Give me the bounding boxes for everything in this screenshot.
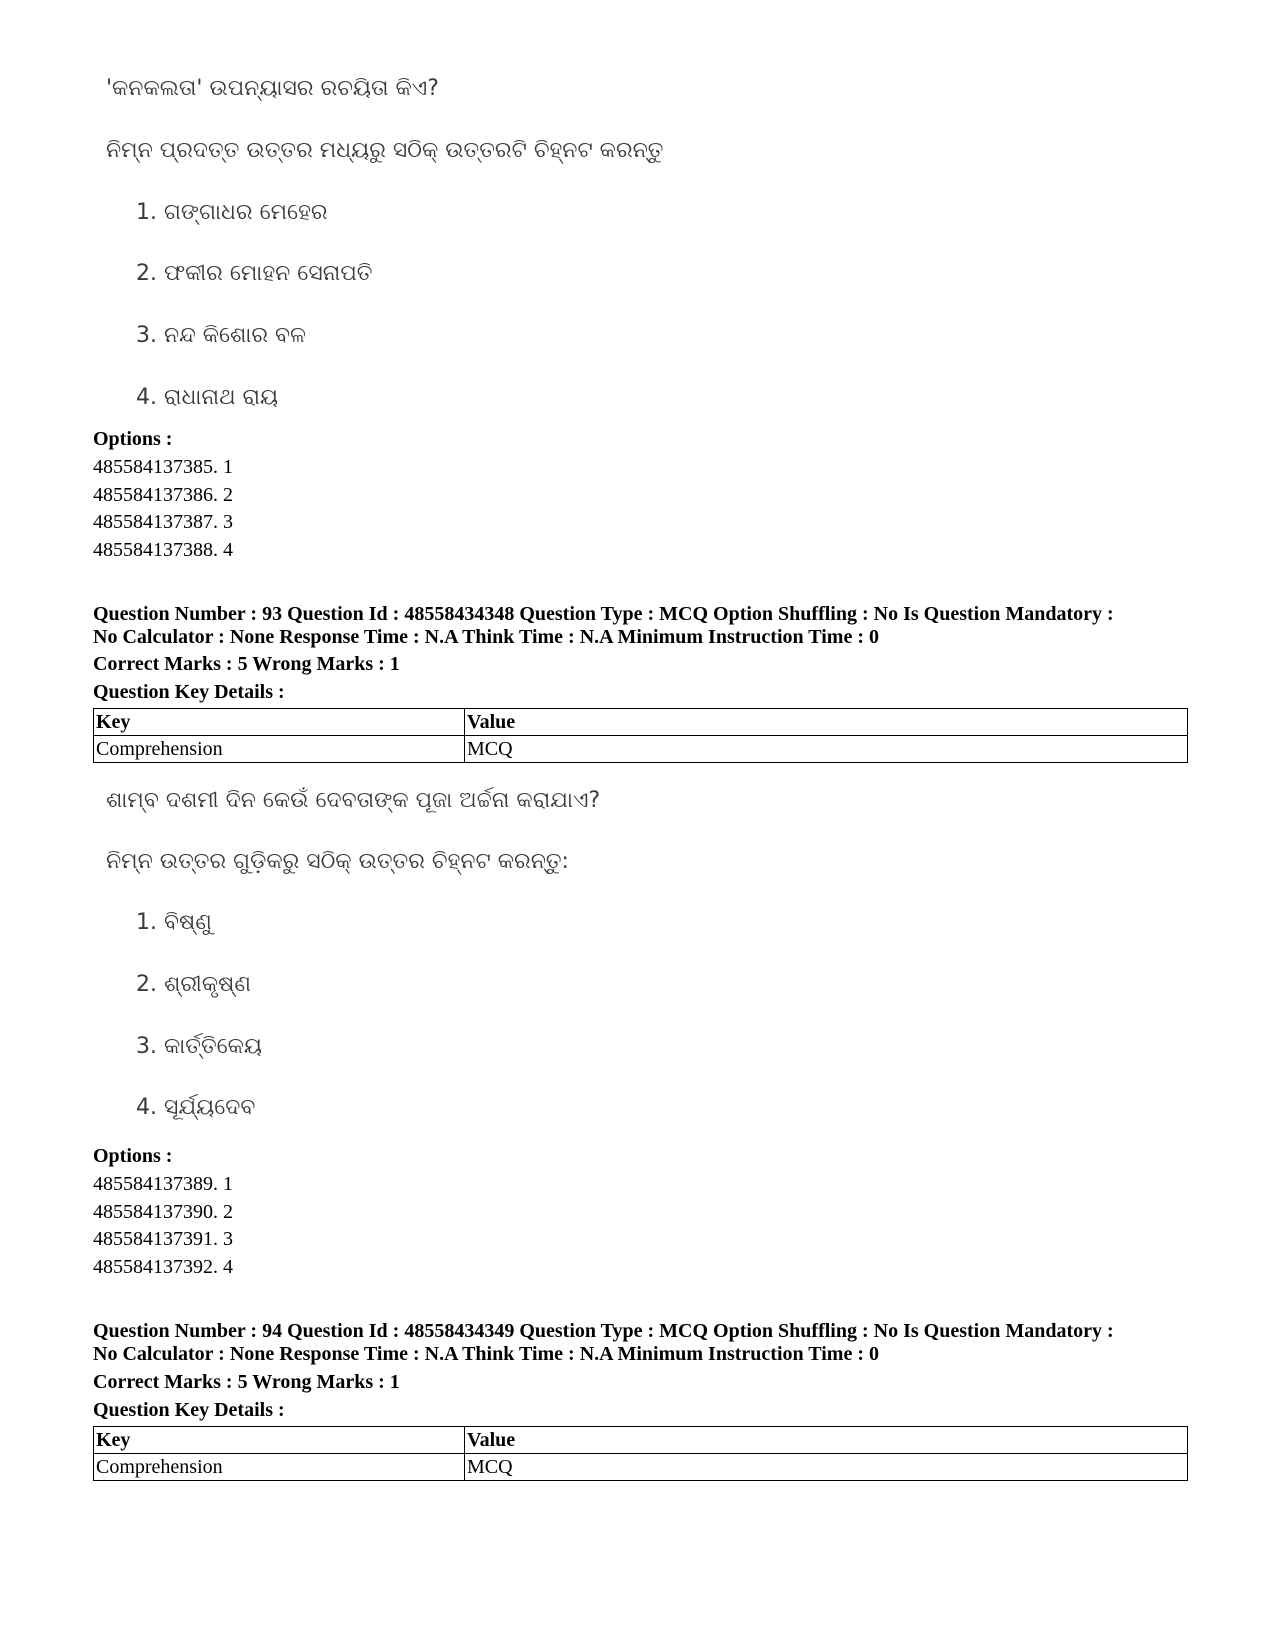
option-1: 485584137389. 1 xyxy=(93,1173,233,1195)
key-details-table xyxy=(93,708,1188,763)
key-details-table xyxy=(93,1426,1188,1481)
question-meta-line1: Question Number : 93 Question Id : 48558434348 Question Type : MCQ Option Shuffling : No Is Question Mandatory : xyxy=(93,603,1114,625)
option-2: 485584137386. 2 xyxy=(93,484,233,506)
table-header-key: Key xyxy=(94,1427,465,1454)
choice-3: 3. ନନ୍ଦ କିଶୋର ବଳ xyxy=(136,323,306,348)
choice-4: 4. ସୂର୍ଯ୍ୟଦେବ xyxy=(136,1095,256,1120)
choice-2: 2. ଶ୍ରୀକୃଷ୍ଣ xyxy=(136,972,251,997)
key-details-label: Question Key Details : xyxy=(93,681,285,703)
question-text: 'କନକଲତା' ଉପନ୍ୟାସର ରଚୟିତା କିଏ? xyxy=(106,76,439,101)
choice-1: 1. ଗଙ୍ଗାଧର ମେହେର xyxy=(136,200,328,225)
options-label: Options : xyxy=(93,1145,173,1167)
option-1: 485584137385. 1 xyxy=(93,456,233,478)
question-meta-line2: No Calculator : None Response Time : N.A Think Time : N.A Minimum Instruction Time : 0 xyxy=(93,1343,879,1365)
option-4: 485584137388. 4 xyxy=(93,539,233,561)
marks-line: Correct Marks : 5 Wrong Marks : 1 xyxy=(93,653,400,675)
option-3: 485584137387. 3 xyxy=(93,511,233,533)
question-instruction: ନିମ୍ନ ପ୍ରଦତ୍ତ ଉତ୍ତର ମଧ୍ୟରୁ ସଠିକ୍ ଉତ୍ତରଟି ଚିହ୍ନଟ କରନ୍ତୁ xyxy=(106,138,664,163)
table-cell-value: MCQ xyxy=(465,736,1188,763)
question-meta-line2: No Calculator : None Response Time : N.A Think Time : N.A Minimum Instruction Time : 0 xyxy=(93,626,879,648)
table-header-key: Key xyxy=(94,709,465,736)
choice-2: 2. ଫକୀର ମୋହନ ସେନାପତି xyxy=(136,261,373,286)
choice-1: 1. ବିଷ୍ଣୁ xyxy=(136,910,212,935)
table-header-row xyxy=(94,709,1188,736)
choice-3: 3. କାର୍ତ୍ତିକେୟ xyxy=(136,1034,263,1059)
question-meta-line1: Question Number : 94 Question Id : 48558434349 Question Type : MCQ Option Shuffling : No Is Question Mandatory : xyxy=(93,1320,1114,1342)
key-details-label: Question Key Details : xyxy=(93,1399,285,1421)
table-header-value: Value xyxy=(465,709,1188,736)
table-header-row xyxy=(94,1427,1188,1454)
question-text: ଶାମ୍ବ ଦଶମୀ ଦିନ କେଉଁ ଦେବତାଙ୍କ ପୂଜା ଅର୍ଚ୍ଚନା କରାଯାଏ? xyxy=(106,788,601,813)
choice-4: 4. ରାଧାନାଥ ରାୟ xyxy=(136,385,279,410)
marks-line: Correct Marks : 5 Wrong Marks : 1 xyxy=(93,1371,400,1393)
table-header-value: Value xyxy=(465,1427,1188,1454)
option-4: 485584137392. 4 xyxy=(93,1256,233,1278)
option-2: 485584137390. 2 xyxy=(93,1201,233,1223)
table-cell-value: MCQ xyxy=(465,1454,1188,1481)
question-instruction: ନିମ୍ନ ଉତ୍ତର ଗୁଡ଼ିକରୁ ସଠିକ୍ ଉତ୍ତର ଚିହ୍ନଟ କରନ୍ତୁ: xyxy=(106,849,569,874)
options-label: Options : xyxy=(93,428,173,450)
option-3: 485584137391. 3 xyxy=(93,1228,233,1250)
table-cell-key: Comprehension xyxy=(94,1454,465,1481)
table-row xyxy=(94,1454,1188,1481)
table-cell-key: Comprehension xyxy=(94,736,465,763)
table-row xyxy=(94,736,1188,763)
